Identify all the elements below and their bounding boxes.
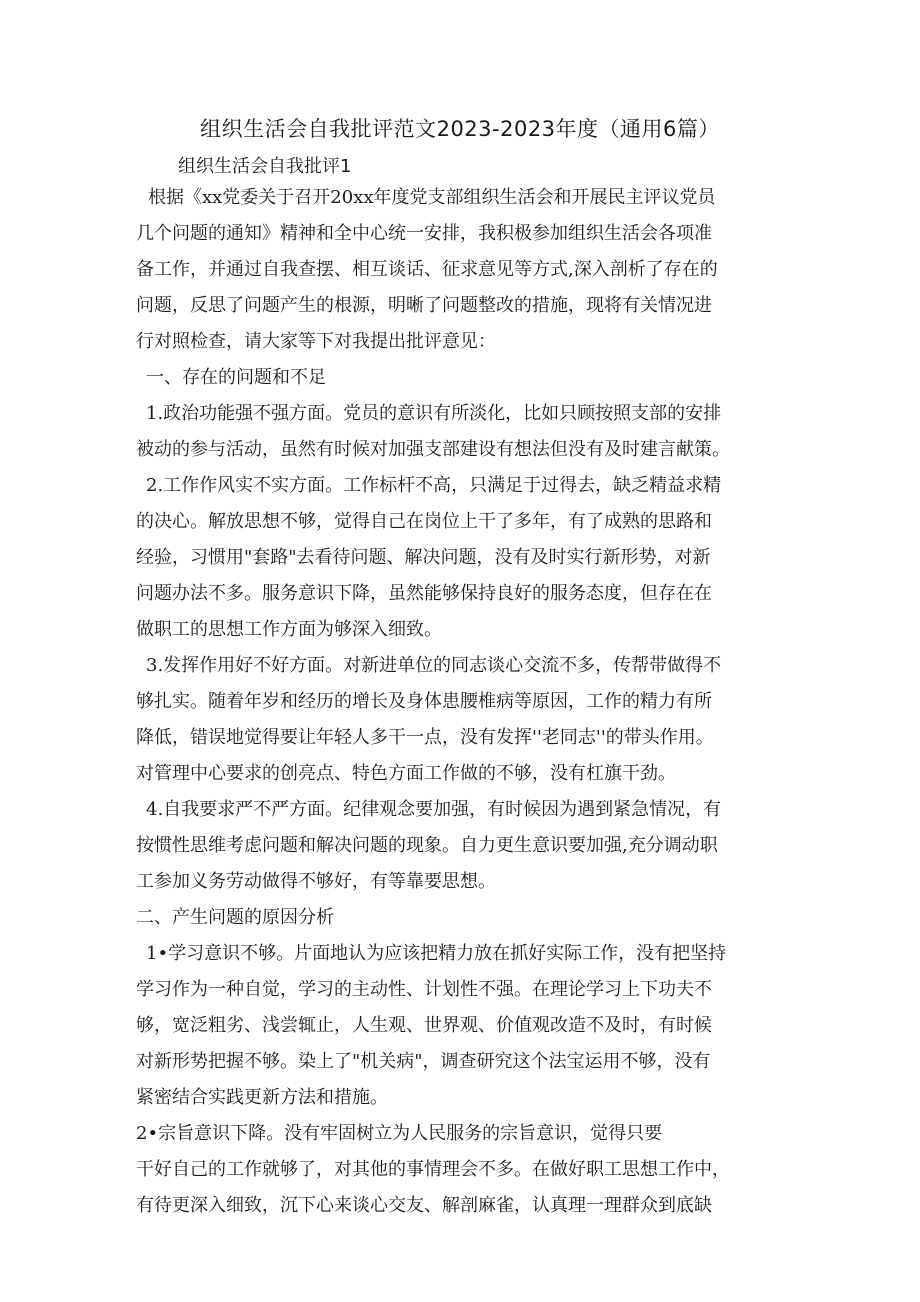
paragraph-line: 问题办法不多。服务意识下降，虽然能够保持良好的服务态度，但存在在 (136, 583, 712, 604)
paragraph-line: 降低，错误地觉得要让年轻人多干一点，没有发挥''老同志''的带头作用。 (136, 727, 714, 748)
paragraph-line: 问题，反思了问题产生的根源，明晰了问题整改的措施，现将有关情况进 (136, 295, 712, 316)
paragraph-line: 够，宽泛粗劣、浅尝辄止，人生观、世界观、价值观改造不及时，有时候 (136, 1015, 712, 1036)
paragraph-line: 被动的参与活动，虽然有时候对加强支部建设有想法但没有及时建言献策。 (136, 439, 730, 460)
paragraph-line: 2•宗旨意识下降。没有牢固树立为人民服务的宗旨意识，觉得只要 (136, 1123, 663, 1144)
paragraph-line: 4.自我要求严不严方面。纪律观念要加强，有时候因为遇到紧急情况，有 (146, 799, 722, 820)
paragraph-line: 备工作，并通过自我查摆、相互谈话、征求意见等方式,深入剖析了存在的 (136, 259, 718, 280)
paragraph-line: 够扎实。随着年岁和经历的增长及身体患腰椎病等原因，工作的精力有所 (136, 691, 712, 712)
paragraph-line: 做职工的思想工作方面为够深入细致。 (136, 619, 442, 640)
paragraph-line: 学习作为一种自觉，学习的主动性、计划性不强。在理论学习上下功夫不 (136, 979, 712, 1000)
paragraph-line: 1.政治功能强不强方面。党员的意识有所淡化，比如只顾按照支部的安排 (146, 403, 722, 424)
paragraph-line: 按惯性思维考虑问题和解决问题的现象。自力更生意识要加强,充分调动职 (136, 835, 718, 856)
paragraph-line: 工参加义务劳动做得不够好，有等靠要思想。 (136, 871, 496, 892)
paragraph-line: 经验，习惯用"套路"去看待问题、解决问题，没有及时实行新形势，对新 (136, 547, 711, 568)
paragraph-line: 根据《xx党委关于召开20xx年度党支部组织生活会和开展民主评议党员 (148, 187, 716, 208)
section-subtitle: 组织生活会自我批评1 (178, 156, 352, 177)
paragraph-line: 行对照检查，请大家等下对我提出批评意见： (136, 331, 496, 352)
document-title: 组织生活会自我批评范文2023-2023年度（通用6篇） (200, 117, 720, 141)
paragraph-line: 紧密结合实践更新方法和措施。 (136, 1087, 388, 1108)
paragraph-line: 二、产生问题的原因分析 (136, 907, 334, 928)
paragraph-line: 对新形势把握不够。染上了"机关病"，调查研究这个法宝运用不够，没有 (136, 1051, 711, 1072)
paragraph-line: 3.发挥作用好不好方面。对新进单位的同志谈心交流不多，传帮带做得不 (146, 655, 722, 676)
paragraph-line: 的决心。解放思想不够，觉得自己在岗位上干了多年，有了成熟的思路和 (136, 511, 712, 532)
paragraph-line: 干好自己的工作就够了，对其他的事情理会不多。在做好职工思想工作中， (136, 1159, 730, 1180)
paragraph-line: 对管理中心要求的创亮点、特色方面工作做的不够，没有杠旗干劲。 (136, 763, 676, 784)
paragraph-line: 几个问题的通知》精神和全中心统一安排，我积极参加组织生活会各项准 (136, 223, 712, 244)
paragraph-line: 2.工作作风实不实方面。工作标杆不高，只满足于过得去，缺乏精益求精 (146, 475, 722, 496)
paragraph-line: 有待更深入细致，沉下心来谈心交友、解剖麻雀，认真理一理群众到底缺 (136, 1195, 712, 1216)
paragraph-line: 1•学习意识不够。片面地认为应该把精力放在抓好实际工作，没有把坚持 (146, 943, 727, 964)
paragraph-line: 一、存在的问题和不足 (146, 367, 326, 388)
